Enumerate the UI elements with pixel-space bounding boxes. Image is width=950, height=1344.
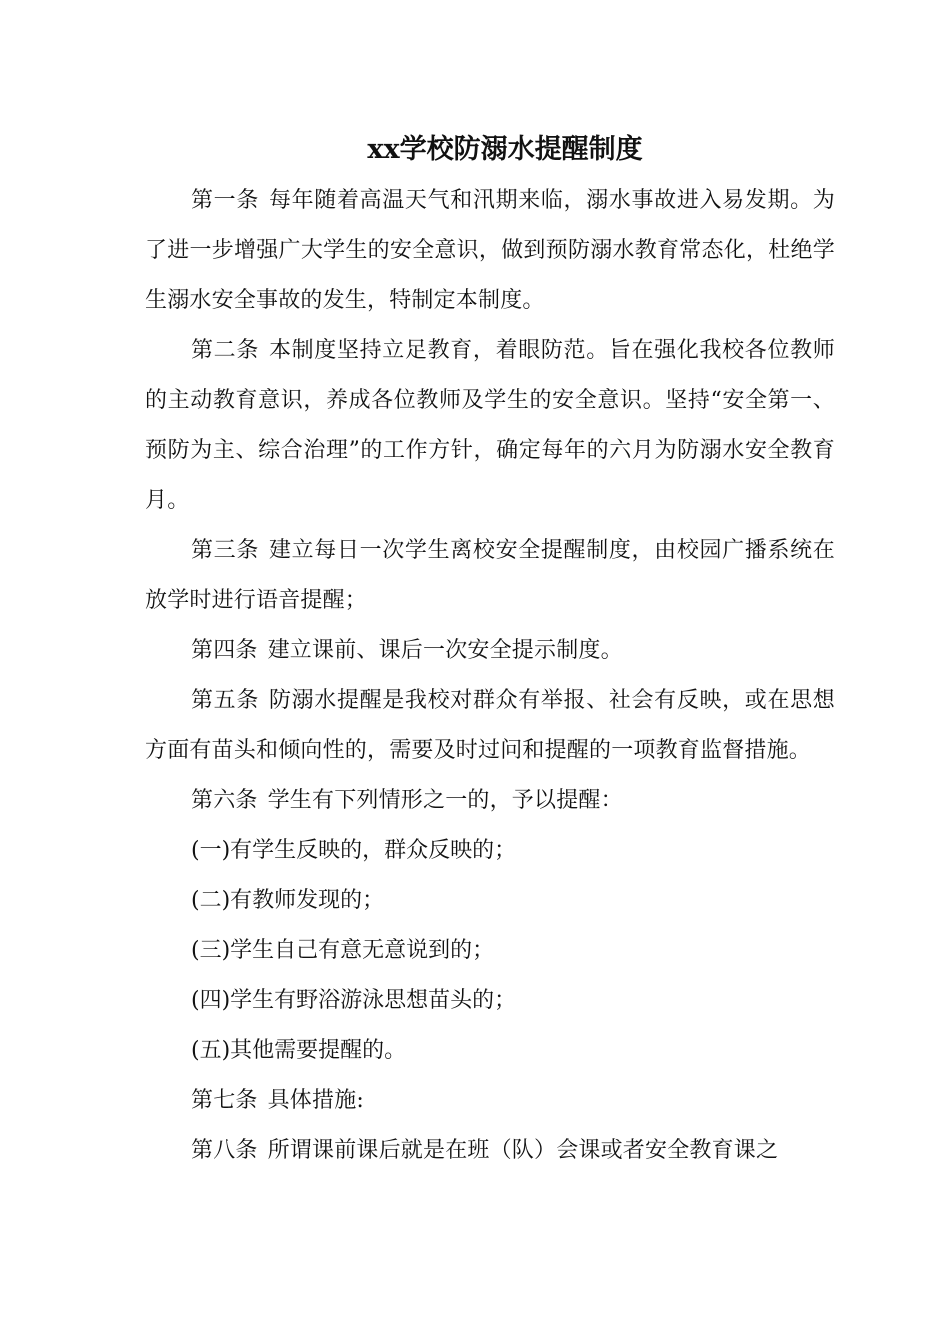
article-number: 第二条 [191,338,259,363]
article-text: 具体措施: [267,1088,365,1113]
article-1 [145,176,835,326]
list-item: (五)其他需要提醒的。 [191,1038,407,1063]
document-title: xx学校防溺水提醒制度 [367,134,643,165]
article-number: 第八条 [191,1138,258,1163]
article-text: 建立每日一次学生离校安全提醒制度，由校园广播系统在放学时进行语音提醒； [145,538,835,613]
list-item: (二)有教师发现的； [191,888,385,913]
list-item: (四)学生有野浴游泳思想苗头的； [191,988,517,1013]
article-text: 建立课前、课后一次安全提示制度。 [267,638,623,663]
document-body [145,176,835,1176]
article-number: 第六条 [191,788,258,813]
article-number: 第四条 [191,638,258,663]
article-5 [145,676,835,776]
article-text: 所谓课前课后就是在班（队）会课或者安全教育课之 [267,1138,779,1163]
article-3 [145,526,835,626]
list-item: (三)学生自己有意无意说到的； [191,938,495,963]
article-number: 第七条 [191,1088,258,1113]
article-number: 第三条 [191,538,259,563]
article-2 [145,326,835,526]
article-8 [145,1126,835,1176]
article-text: 学生有下列情形之一的，予以提醒： [267,788,623,813]
list-item: (一)有学生反映的，群众反映的； [191,838,517,863]
article-number: 第五条 [191,688,259,713]
article-6 [145,776,835,826]
article-text: 本制度坚持立足教育，着眼防范。旨在强化我校各位教师的主动教育意识，养成各位教师及学生的安全意识。坚持“安全第一、预防为主、综合治理”的工作方针，确定每年的六月为防溺水安全教育月。 [145,338,835,513]
article-4 [145,626,835,676]
article-7 [145,1076,835,1126]
article-number: 第一条 [191,188,259,213]
article-text: 每年随着高温天气和汛期来临，溺水事故进入易发期。为了进一步增强广大学生的安全意识，做到预防溺水教育常态化，杜绝学生溺水安全事故的发生，特制定本制度。 [145,188,835,313]
article-text: 防溺水提醒是我校对群众有举报、社会有反映，或在思想方面有苗头和倾向性的，需要及时过问和提醒的一项教育监督措施。 [145,688,835,763]
